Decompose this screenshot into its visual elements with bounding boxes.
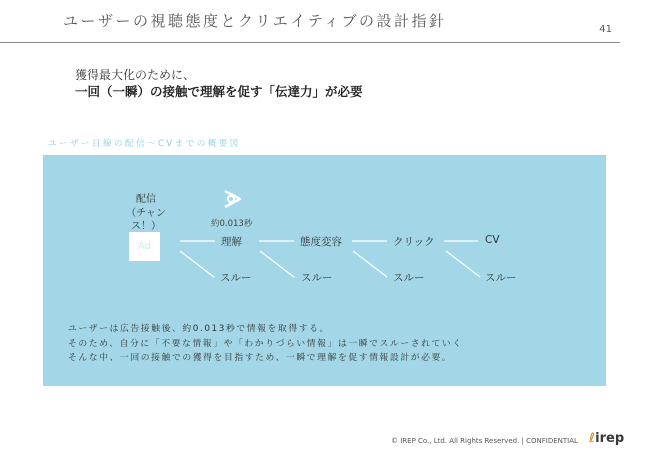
logo-mark: ℓ bbox=[589, 431, 596, 446]
diagram-section-label: ユーザー目線の配信～CVまでの概要図 bbox=[48, 139, 241, 149]
copyright-footer: © IREP Co., Ltd. All Rights Reserved. | CONFIDENTIAL bbox=[391, 437, 578, 445]
through-label: スルー bbox=[220, 272, 252, 284]
step-cv: CV bbox=[485, 234, 500, 246]
slide-title: ユーザーの視聴態度とクリエイティブの設計指針 bbox=[63, 12, 447, 30]
diagram-description bbox=[68, 322, 463, 366]
description-line-3: そんな中、一回の接触での獲得を目指すため、一瞬で理解を促す情報設計が必要。 bbox=[68, 353, 453, 363]
irep-logo bbox=[589, 431, 624, 446]
through-branch bbox=[446, 251, 480, 277]
start-label-line-2: （チャンス！） bbox=[126, 207, 166, 232]
through-label: スルー bbox=[301, 272, 333, 284]
page-number: 41 bbox=[599, 24, 612, 35]
through-label: スルー bbox=[485, 272, 517, 284]
through-branch bbox=[353, 251, 387, 277]
through-branch bbox=[180, 251, 214, 277]
lead-line-2: 一回（一瞬）の接触で理解を促す「伝達力」が必要 bbox=[75, 84, 363, 99]
ad-label: Ad bbox=[137, 241, 151, 252]
through-label: スルー bbox=[393, 272, 425, 284]
through-branch bbox=[260, 251, 294, 277]
start-label-line-1: 配信 bbox=[136, 194, 156, 205]
description-line-1: ユーザーは広告接触後、約0.013秒で情報を取得する。 bbox=[68, 324, 330, 334]
lead-line-1: 獲得最大化のために、 bbox=[75, 68, 196, 82]
timing-label: 約0.013秒 bbox=[211, 219, 253, 229]
logo-text: irep bbox=[595, 431, 625, 446]
description-line-2: そのため、自分に「不要な情報」や「わかりづらい情報」は一瞬でスルーされていく bbox=[68, 338, 463, 349]
step-understand: 理解 bbox=[221, 236, 242, 248]
step-attitude-change: 態度変容 bbox=[300, 236, 342, 248]
step-click: クリック bbox=[393, 236, 435, 248]
